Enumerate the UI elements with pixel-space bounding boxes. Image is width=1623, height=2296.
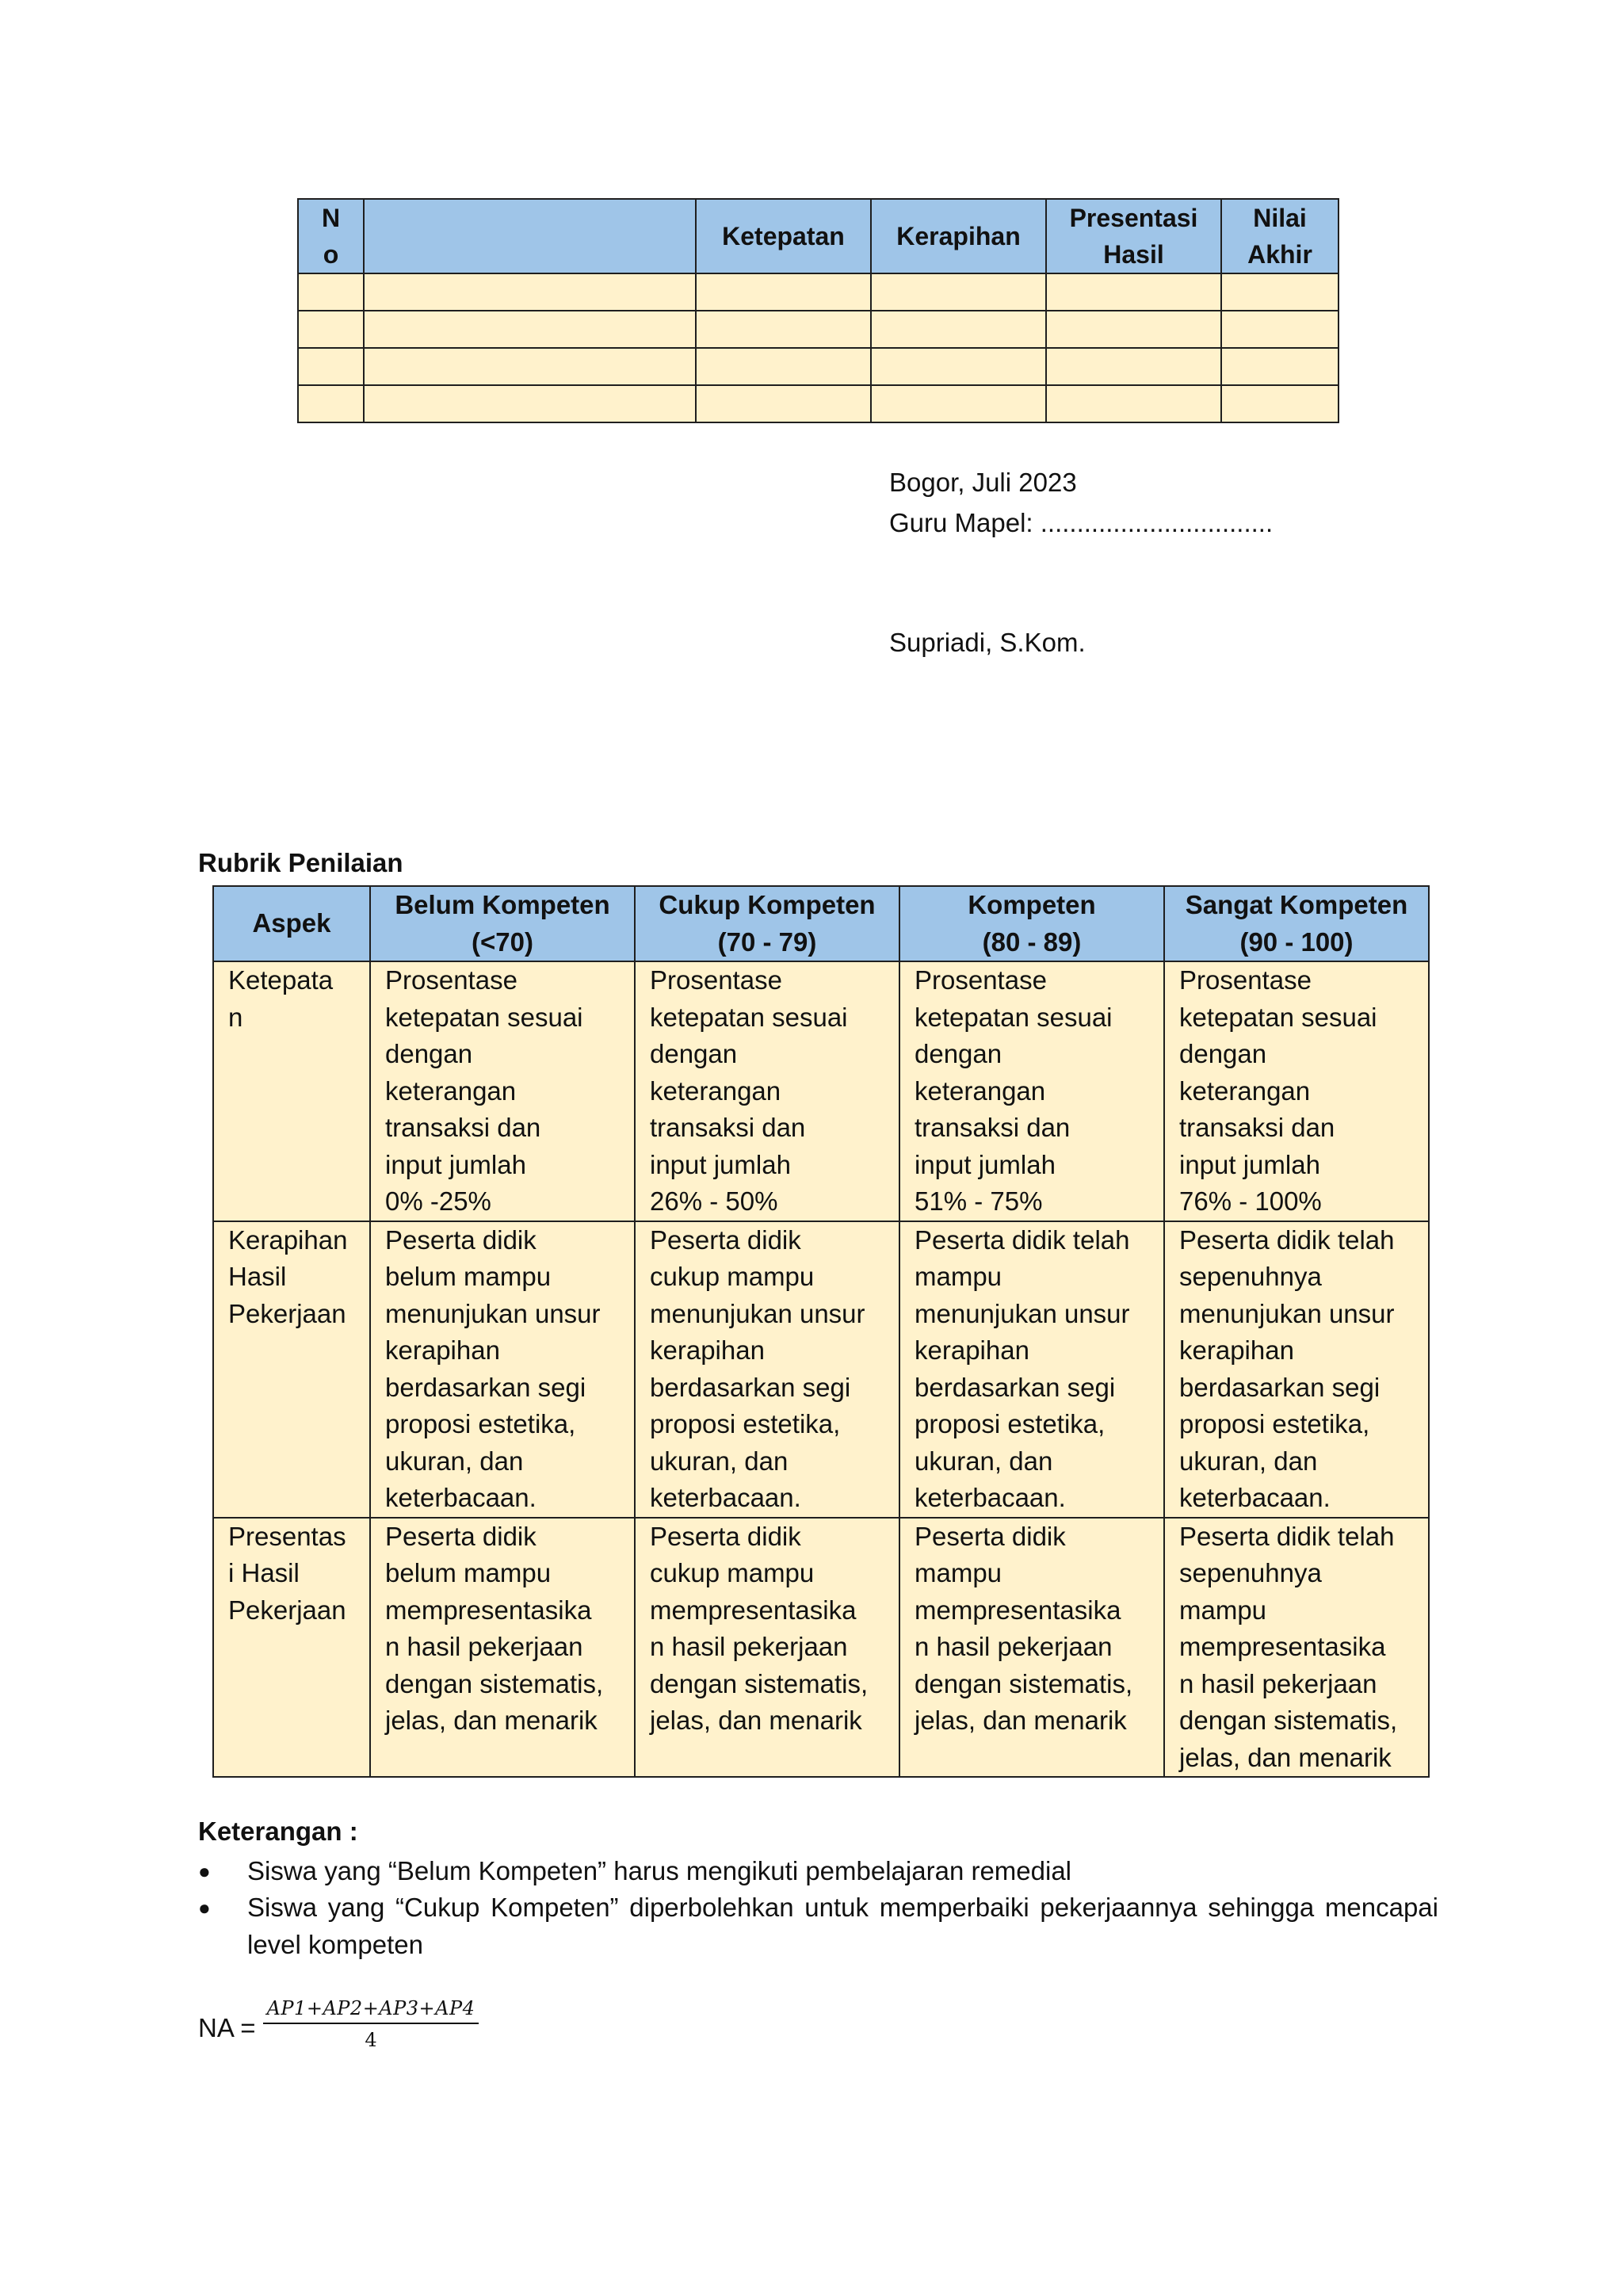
keterangan-item (198, 1889, 1438, 1963)
rubric-row-presentasi (213, 1518, 1429, 1778)
score-header-nilai-akhir: Nilai Akhir (1221, 199, 1338, 273)
keterangan-title: Keterangan : (198, 1817, 358, 1846)
rubric-cell: Peserta didik belum mampu menunjukan unsur kerapihan berdasarkan segi proposi estetika, ukuran, dan keterbacaan. (370, 1221, 635, 1518)
rubric-aspek-cell: Ketepata n (213, 961, 370, 1221)
score-table-cell (298, 311, 364, 348)
score-table-cell (298, 273, 364, 311)
formula-denominator: 4 (365, 2029, 377, 2051)
score-header-name (364, 199, 696, 273)
score-table-cell (696, 311, 871, 348)
place-date: Bogor, Juli 2023 (889, 468, 1077, 497)
score-table-cell (696, 348, 871, 385)
score-table-body (298, 273, 1338, 422)
score-table-cell (1046, 311, 1221, 348)
rubric-table (212, 885, 1430, 1778)
score-table-cell (298, 348, 364, 385)
score-table-cell (364, 311, 696, 348)
score-table-cell (871, 385, 1046, 422)
score-table-cell (871, 311, 1046, 348)
score-table-cell (1046, 273, 1221, 311)
score-header-no: N o (298, 199, 364, 273)
rubric-header-kompeten: Kompeten (80 - 89) (899, 886, 1164, 961)
rubric-heading: Rubrik Penilaian (198, 848, 403, 877)
guru-mapel-line: Guru Mapel: ................................ (889, 508, 1274, 537)
score-table-cell (871, 273, 1046, 311)
score-table-header-row (298, 199, 1338, 273)
score-table-cell (1046, 348, 1221, 385)
score-table-cell (364, 273, 696, 311)
rubric-header-cukup-kompeten: Cukup Kompeten (70 - 79) (635, 886, 899, 961)
rubric-aspek-cell: Kerapihan Hasil Pekerjaan (213, 1221, 370, 1518)
score-table-cell (696, 385, 871, 422)
score-header-ketepatan: Ketepatan (696, 199, 871, 273)
score-header-kerapihan: Kerapihan (871, 199, 1046, 273)
rubric-cell: Peserta didik belum mampu mempresentasika n hasil pekerjaan dengan sistematis, jelas, dan menarik (370, 1518, 635, 1778)
rubric-header-sangat-kompeten: Sangat Kompeten (90 - 100) (1164, 886, 1429, 961)
rubric-cell: Peserta didik telah sepenuhnya mampu mempresentasika n hasil pekerjaan dengan sistematis, jelas, dan menarik (1164, 1518, 1429, 1778)
score-table-cell (696, 273, 871, 311)
keterangan-item-text: Siswa yang “Belum Kompeten” harus mengikuti pembelajaran remedial (247, 1856, 1072, 1885)
score-table-cell (364, 385, 696, 422)
rubric-cell: Peserta didik cukup mampu menunjukan unsur kerapihan berdasarkan segi proposi estetika, ukuran, dan keterbacaan. (635, 1221, 899, 1518)
rubric-cell: Peserta didik mampu mempresentasika n hasil pekerjaan dengan sistematis, jelas, dan menarik (899, 1518, 1164, 1778)
score-table-cell (1221, 311, 1338, 348)
score-table-cell (364, 348, 696, 385)
score-table-row (298, 385, 1338, 422)
rubric-cell: Peserta didik telah sepenuhnya menunjukan unsur kerapihan berdasarkan segi proposi estetika, ukuran, dan keterbacaan. (1164, 1221, 1429, 1518)
score-table (297, 198, 1339, 423)
score-table-row (298, 348, 1338, 385)
score-table-row (298, 311, 1338, 348)
rubric-cell: Prosentase ketepatan sesuai dengan keterangan transaksi dan input jumlah 76% - 100% (1164, 961, 1429, 1221)
score-table-cell (871, 348, 1046, 385)
formula-fraction (263, 1997, 479, 2051)
rubric-row-kerapihan (213, 1221, 1429, 1518)
formula-label: NA = (198, 2013, 256, 2042)
rubric-cell: Peserta didik telah mampu menunjukan unsur kerapihan berdasarkan segi proposi estetika, ukuran, dan keterbacaan. (899, 1221, 1164, 1518)
rubric-row-ketepatan (213, 961, 1429, 1221)
rubric-cell: Prosentase ketepatan sesuai dengan keterangan transaksi dan input jumlah 0% -25% (370, 961, 635, 1221)
rubric-cell: Prosentase ketepatan sesuai dengan keterangan transaksi dan input jumlah 51% - 75% (899, 961, 1164, 1221)
rubric-cell: Prosentase ketepatan sesuai dengan keterangan transaksi dan input jumlah 26% - 50% (635, 961, 899, 1221)
formula-numerator: AP1+AP2+AP3+AP4 (263, 1997, 479, 2024)
bullet-icon: ● (198, 1859, 211, 1883)
na-formula (198, 1997, 515, 2053)
score-table-row (298, 273, 1338, 311)
rubric-aspek-cell: Presentas i Hasil Pekerjaan (213, 1518, 370, 1778)
score-table-cell (1221, 273, 1338, 311)
score-header-presentasi: Presentasi Hasil (1046, 199, 1221, 273)
rubric-header-aspek: Aspek (213, 886, 370, 961)
bullet-icon: ● (198, 1896, 211, 1920)
teacher-name: Supriadi, S.Kom. (889, 628, 1086, 657)
rubric-header-belum-kompeten: Belum Kompeten (<70) (370, 886, 635, 961)
score-table-cell (1221, 385, 1338, 422)
score-table-cell (298, 385, 364, 422)
rubric-header-row (213, 886, 1429, 961)
score-table-cell (1046, 385, 1221, 422)
score-table-cell (1221, 348, 1338, 385)
keterangan-item (198, 1853, 1438, 1890)
rubric-cell: Peserta didik cukup mampu mempresentasika n hasil pekerjaan dengan sistematis, jelas, dan menarik (635, 1518, 899, 1778)
keterangan-item-text: Siswa yang “Cukup Kompeten” diperbolehkan untuk memperbaiki pekerjaannya sehingga mencapai level kompeten (247, 1893, 1438, 1959)
